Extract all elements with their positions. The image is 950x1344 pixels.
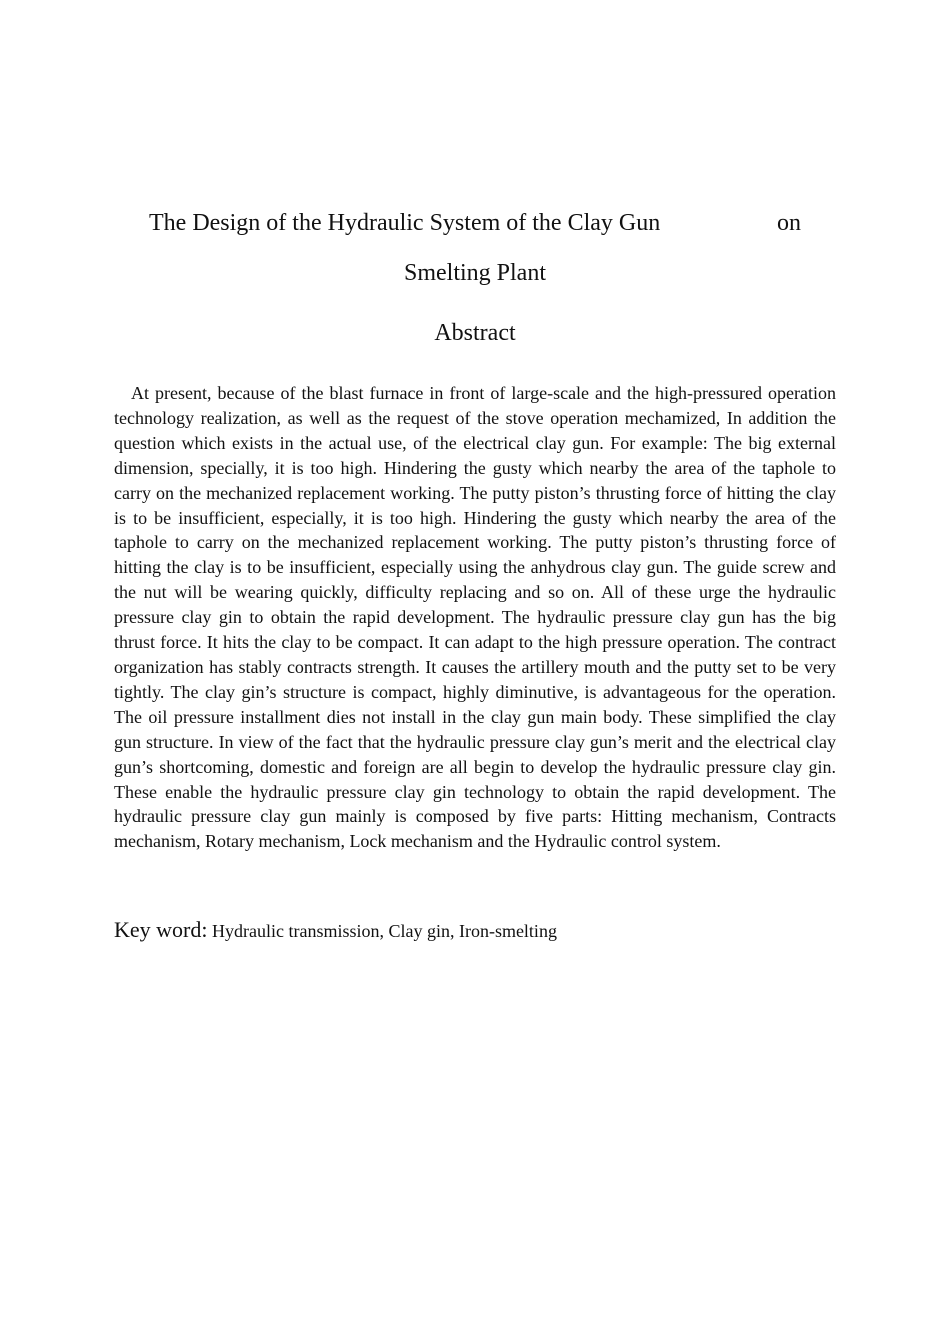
- document-title-end-word: on: [777, 210, 801, 236]
- keywords-line: [114, 914, 836, 949]
- document-title-line-2: Smelting Plant: [403, 260, 546, 286]
- keywords-label: Key word:: [114, 917, 208, 942]
- document-title-line-1: [149, 207, 801, 239]
- document-title-main: The Design of the Hydraulic System of the Clay Gun: [149, 210, 661, 236]
- abstract-heading: Abstract: [434, 320, 516, 346]
- abstract-paragraph: At present, because of the blast furnace in front of large-scale and the high-pressured operation technology realization, as well as the request of the stove operation mechamized, In addition the question which exists in the actual use, of the electrical clay gun. For example: The big external dimension, specially, it is too high. Hindering the gusty which nearby the area of the taphole to carry on the mechanized replacement working. The putty piston’s thrusting force of hitting the clay is to be insufficient, especially, it is too high. Hindering the gusty which nearby the area of the taphole to carry on the mechanized replacement working. The putty piston’s thrusting force of hitting the clay is to be insufficient, especially using the anhydrous clay gun. The guide screw and the nut will be wearing quickly, difficulty replacing and so on. All of these urge the hydraulic pressure clay gin to obtain the rapid development. The hydraulic pressure clay gun has the big thrust force. It hits the clay to be compact. It can adapt to the high pressure operation. The contract organization has stably contracts strength. It causes the artillery mouth and the putty set to be very tightly. The clay gin’s structure is compact, highly diminutive, is advantageous for the operation. The oil pressure installment dies not install in the clay gun main body. These simplified the clay gun structure. In view of the fact that the hydraulic pressure clay gun’s merit and the electrical clay gun’s shortcoming, domestic and foreign are all begin to develop the hydraulic pressure clay gin. These enable the hydraulic pressure clay gin technology to obtain the rapid development. The hydraulic pressure clay gun mainly is composed by five parts: Hitting mechanism, Contracts mechanism, Rotary mechanism, Lock mechanism and the Hydraulic control system.: [114, 383, 836, 852]
- keywords-values: Hydraulic transmission, Clay gin, Iron-smelting: [207, 921, 557, 941]
